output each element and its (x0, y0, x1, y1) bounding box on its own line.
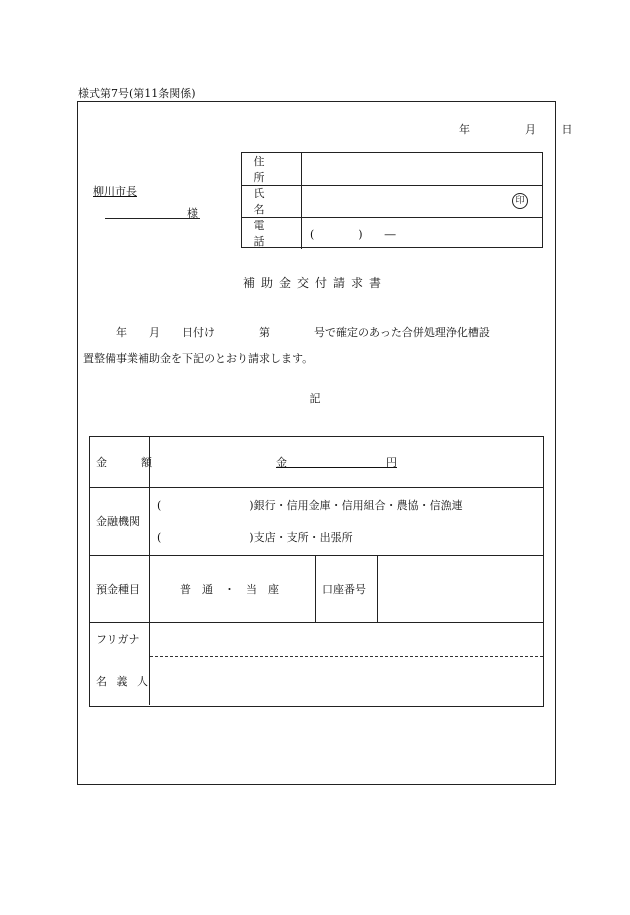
column-divider (377, 555, 378, 622)
addressee-honorific: 様 (187, 207, 198, 220)
address-label: 住 所 (242, 153, 302, 185)
row-divider (90, 487, 543, 488)
phone-label: 電 話 (242, 217, 302, 249)
deposit-type-value: 普 通 ・ 当 座 (180, 582, 279, 596)
amount-value: 金 円 (276, 456, 397, 469)
bank-line-2: ( )支店・支所・出張所 (157, 531, 353, 544)
column-divider (315, 555, 316, 622)
account-number-label: 口座番号 (322, 582, 366, 596)
address-row (242, 153, 542, 185)
date-line (459, 121, 573, 137)
row-divider (90, 555, 543, 556)
request-body (83, 320, 553, 372)
deposit-type-label: 預金種目 (96, 582, 140, 596)
furigana-divider (150, 656, 543, 657)
seal-icon: 印 (512, 193, 528, 209)
body-line-1: 年 月 日付け 第 号で確定のあった合併処理浄化槽設 (83, 326, 490, 339)
account-holder-label: 名 義 人 (96, 674, 151, 688)
bank-label: 金融機関 (96, 515, 140, 528)
document-title: 補助金交付請求書 (242, 276, 387, 290)
date-month: 月 (525, 123, 536, 136)
body-line-2: 置整備事業補助金を下記のとおり請求します。 (83, 352, 314, 365)
amount-label: 金 額 (96, 456, 156, 469)
addressee-underline (105, 218, 200, 219)
phone-row (242, 217, 542, 249)
addressee-name: 柳川市長 (93, 185, 137, 198)
date-day: 日 (561, 123, 573, 136)
ki-heading: 記 (309, 392, 321, 405)
bank-line-1: ( )銀行・信用金庫・信用組合・農協・信漁連 (157, 499, 463, 512)
payment-table (89, 436, 544, 707)
name-label: 氏 名 (242, 185, 302, 217)
date-year: 年 (459, 123, 470, 136)
name-row (242, 185, 542, 217)
applicant-info-table (241, 152, 543, 248)
form-number-label: 様式第7号(第11条関係) (78, 87, 196, 100)
row-divider (90, 622, 543, 623)
furigana-label: フリガナ (96, 633, 140, 646)
phone-template: ( ) ― (310, 228, 396, 241)
